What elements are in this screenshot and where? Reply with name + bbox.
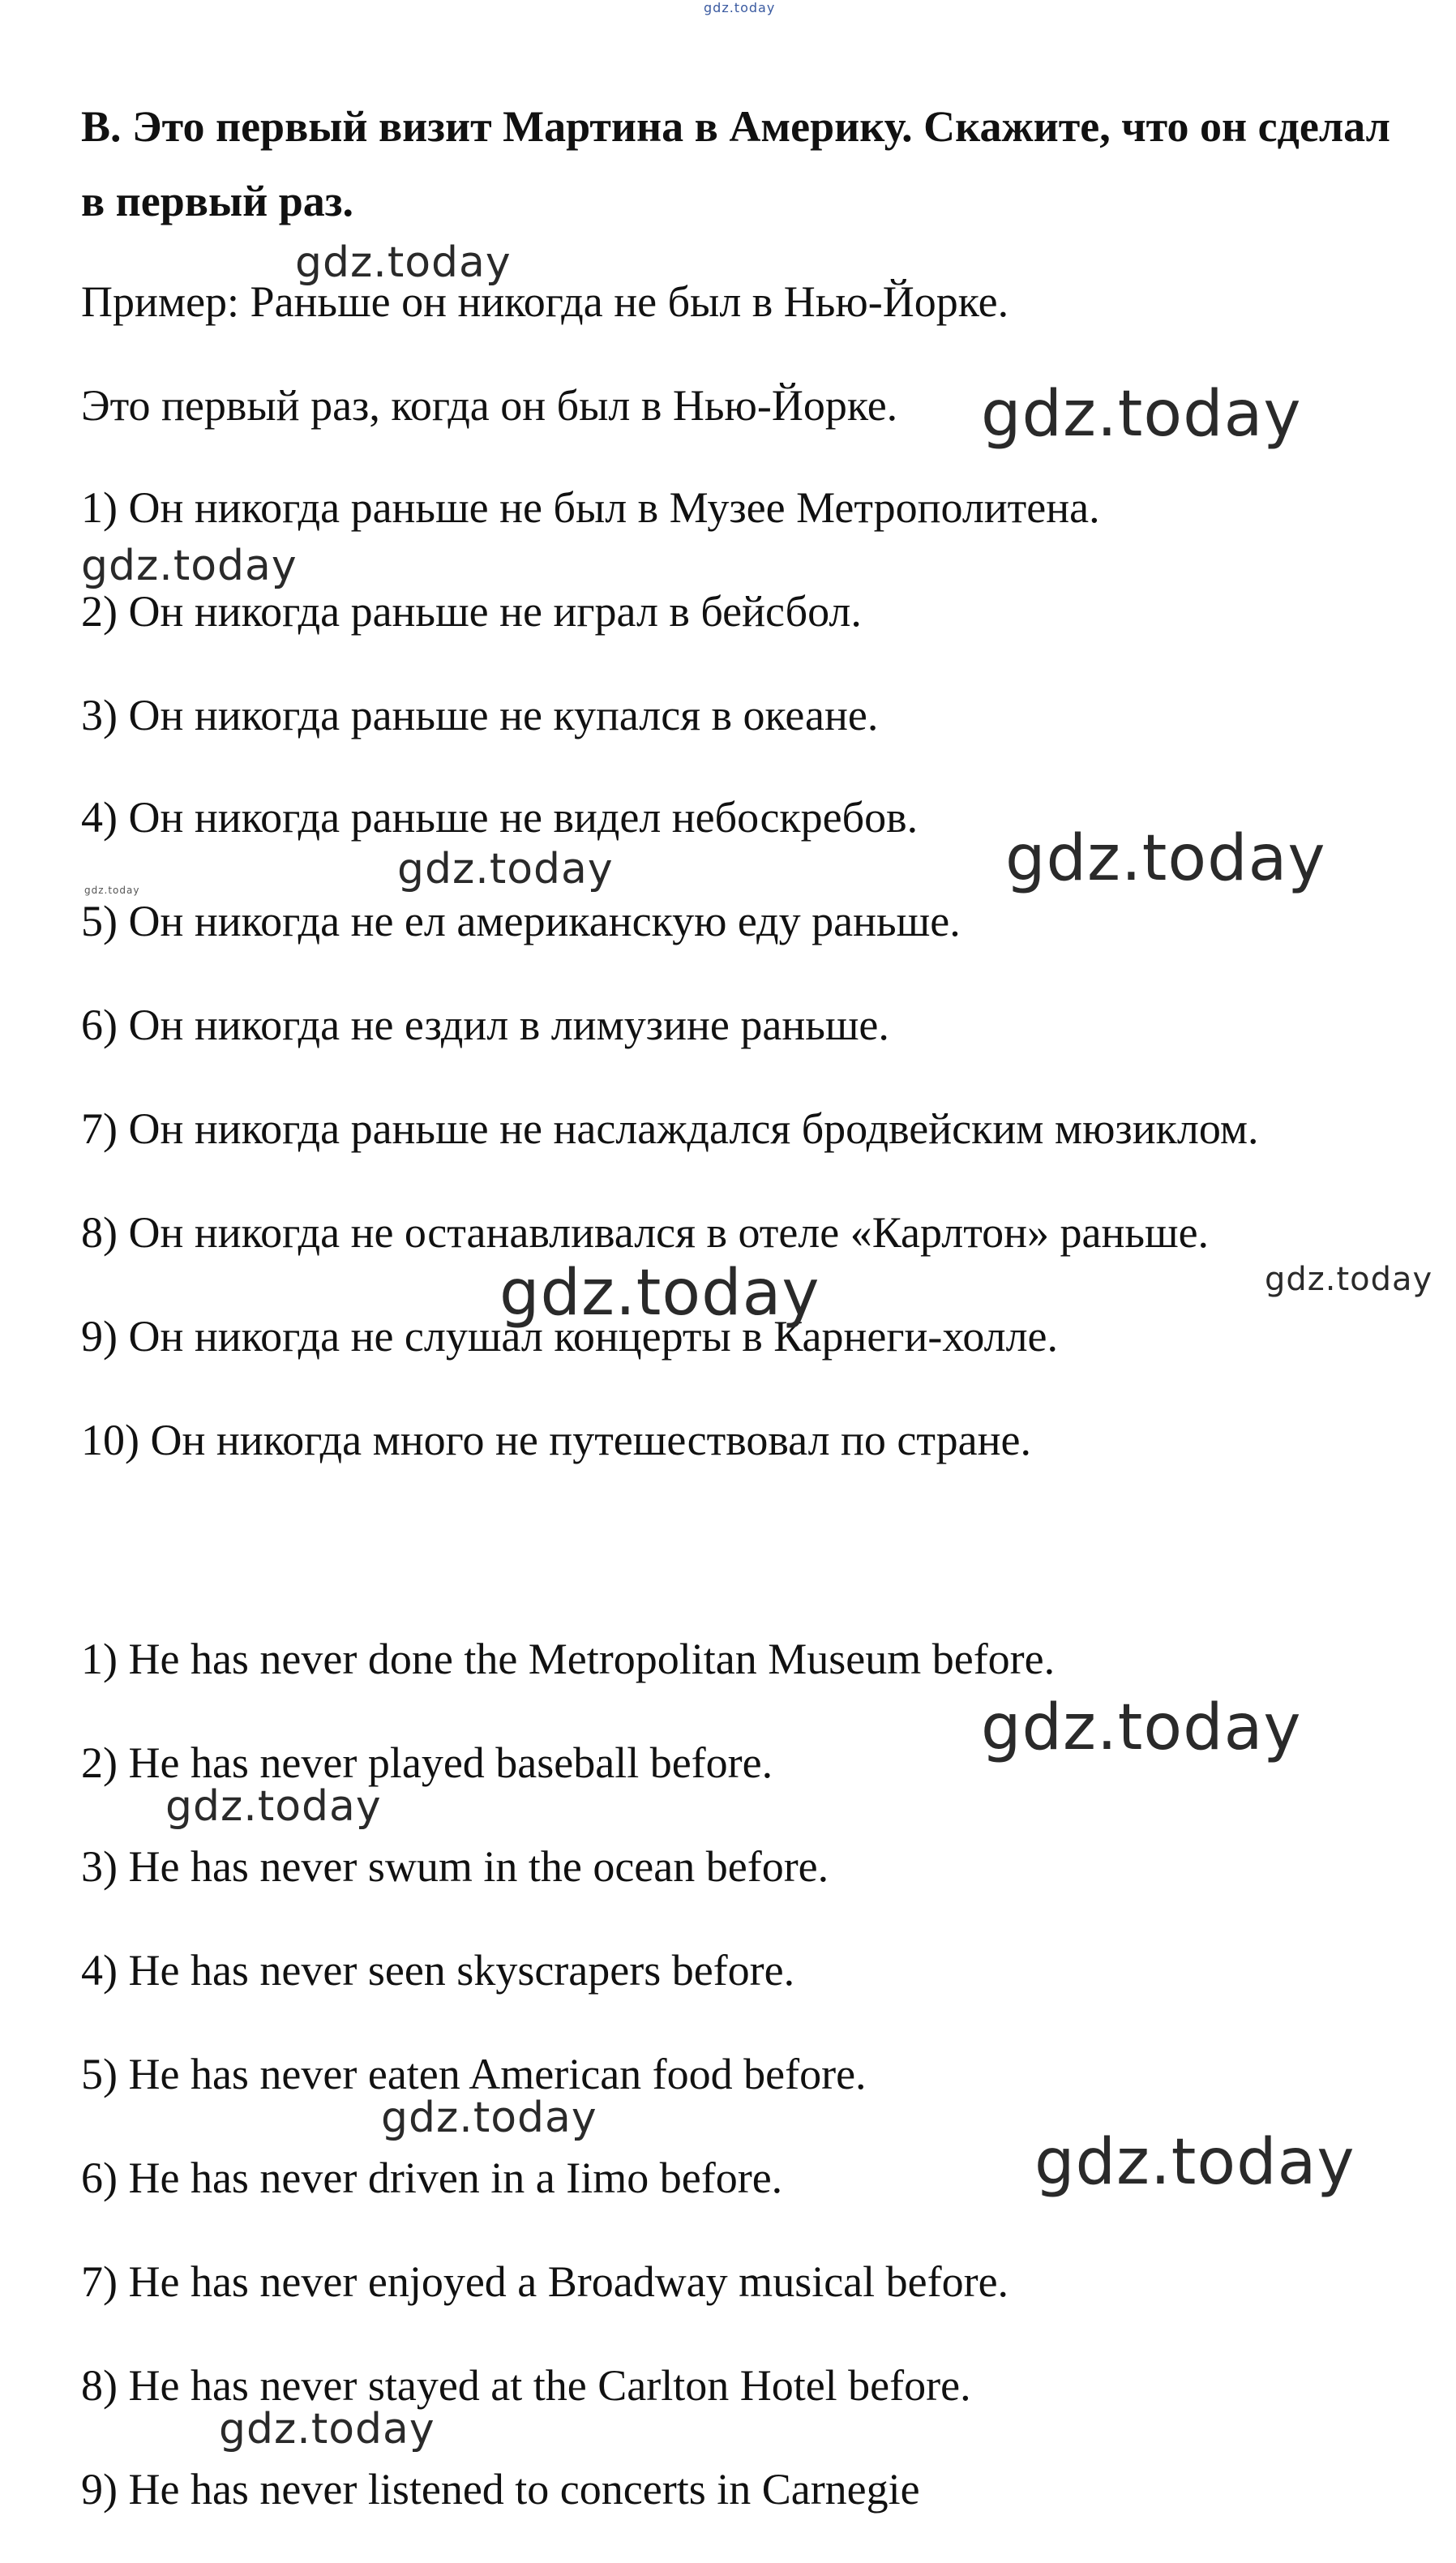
watermark: gdz.today [981, 378, 1302, 451]
russian-item: 6) Он никогда не ездил в лимузине раньше. [81, 1001, 889, 1049]
russian-item: 2) Он никогда раньше не играл в бейсбол. [81, 587, 862, 636]
watermark: gdz.today [1265, 1261, 1433, 1298]
english-item: 4) He has never seen skyscrapers before. [81, 1946, 795, 1995]
watermark: gdz.today [397, 845, 614, 894]
english-item: 2) He has never played baseball before. [81, 1738, 773, 1787]
english-item: 6) He has never driven in a Iimo before. [81, 2154, 783, 2202]
english-item: 3) He has never swum in the ocean before. [81, 1842, 829, 1891]
russian-item: 1) Он никогда раньше не был в Музее Метрополитена. [81, 483, 1100, 532]
russian-item: 10) Он никогда много не путешествовал по стране. [81, 1416, 1031, 1464]
russian-item: 5) Он никогда не ел американскую еду раньше. [81, 897, 961, 945]
english-item: 5) He has never eaten American food before. [81, 2050, 867, 2098]
watermark: gdz.today [295, 238, 512, 287]
watermark: gdz.today [381, 2094, 597, 2142]
russian-item: 3) Он никогда раньше не купался в океане. [81, 691, 879, 739]
watermark-top: gdz.today [704, 0, 776, 15]
english-item: 7) He has never enjoyed a Broadway musical before. [81, 2257, 1009, 2306]
example-answer: Это первый раз, когда он был в Нью-Йорке. [81, 381, 898, 430]
english-item: 8) He has never stayed at the Carlton Hotel before. [81, 2361, 971, 2410]
english-item: 1) He has never done the Metropolitan Museum before. [81, 1635, 1056, 1683]
russian-item: 8) Он никогда не останавливался в отеле «Карлтон» раньше. [81, 1208, 1210, 1257]
watermark: gdz.today [165, 1782, 382, 1831]
watermark: gdz.today [1005, 822, 1326, 895]
watermark: gdz.today [81, 542, 298, 590]
watermark: gdz.today [499, 1257, 820, 1330]
russian-item: 9) Он никогда не слушал концерты в Карнеги-холле. [81, 1312, 1059, 1361]
watermark: gdz.today [219, 2405, 435, 2454]
watermark: gdz.today [84, 885, 140, 896]
russian-item: 7) Он никогда раньше не наслаждался бродвейским мюзиклом. [81, 1104, 1259, 1153]
russian-item: 4) Он никогда раньше не видел небоскребов. [81, 793, 919, 842]
english-item: 9) He has never listened to concerts in Carnegie [81, 2465, 920, 2514]
task-heading: B. Это первый визит Мартина в Америку. Скажите, что он сделал в первый раз. [81, 102, 1390, 225]
watermark: gdz.today [1034, 2126, 1355, 2199]
watermark: gdz.today [981, 1691, 1302, 1764]
example-prompt: Пример: Раньше он никогда не был в Нью-Йорке. [81, 277, 1009, 326]
